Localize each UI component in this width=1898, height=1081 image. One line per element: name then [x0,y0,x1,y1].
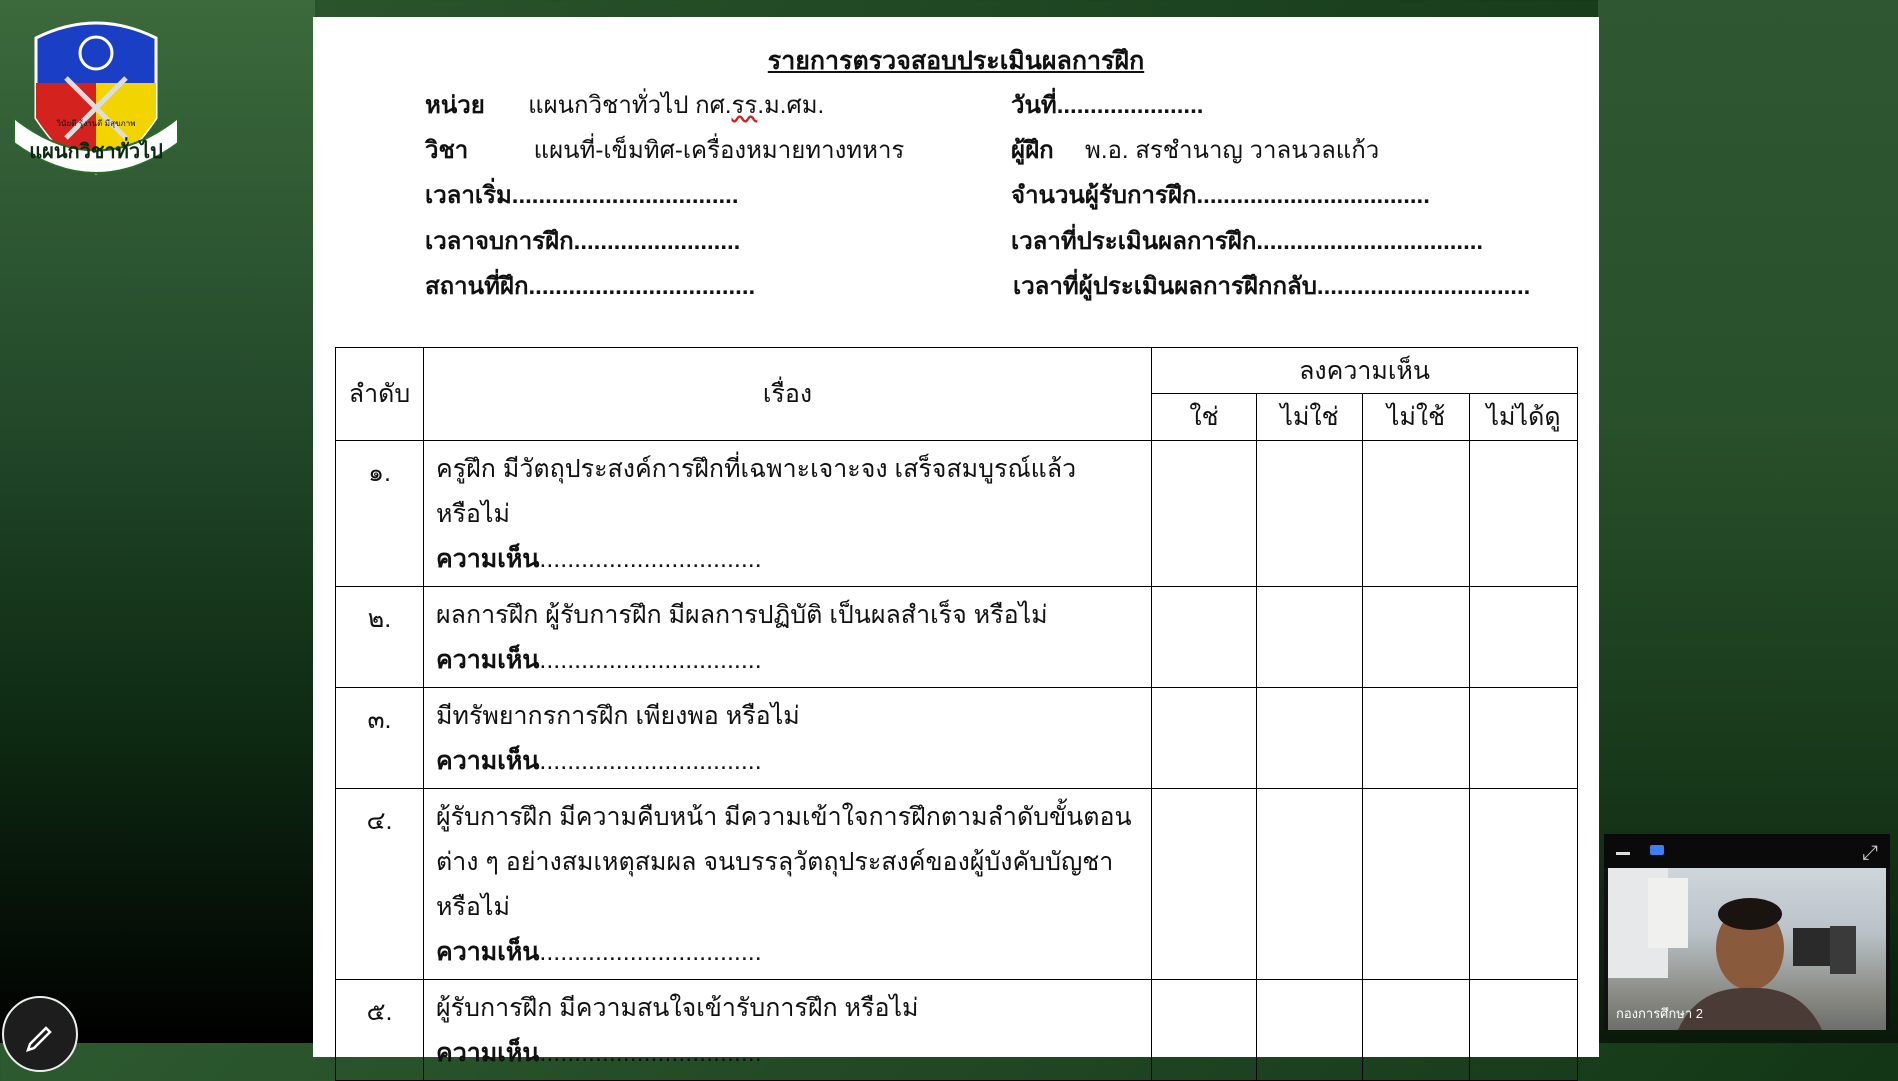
pencil-icon [4,998,76,1070]
opinion-label: ความเห็น [436,938,540,966]
video-tile-toolbar [1604,834,1890,868]
opinion-label: ความเห็น [436,646,540,674]
check-cell-not-used[interactable] [1363,587,1470,688]
table-row [336,688,1578,789]
check-cell-yes[interactable] [1152,441,1257,587]
logo-banner-text: แผนกวิชาทั่วไป [29,139,163,163]
subject-line [425,130,904,169]
trainer-line [1011,130,1379,169]
video-tile[interactable] [1604,834,1890,1030]
row-number: ๒. [336,587,424,688]
check-cell-not-observed[interactable] [1470,441,1578,587]
table-header-row [336,348,1578,394]
header-topic: เรื่อง [424,348,1152,441]
document-title: รายการตรวจสอบประเมินผลการฝึก [767,47,1145,75]
row-topic: ผลการฝึก ผู้รับการฝึก มีผลการปฏิบัติ เป็นผลสำเร็จ หรือไม่ ความเห็น................................ [424,587,1152,688]
check-cell-not-used[interactable] [1363,789,1470,980]
check-cell-no[interactable] [1257,789,1363,980]
subject-value: แผนที่-เข็มทิศ-เครื่องหมายทางทหาร [533,137,905,164]
participant-video [1608,868,1886,1030]
check-cell-no[interactable] [1257,688,1363,789]
check-cell-no[interactable] [1257,980,1363,1081]
evaluation-table [335,347,1578,1081]
date-field: วันที่...................... [1011,92,1204,119]
start-time-field: เวลาเริ่ม.................................. [425,182,739,209]
unit-value-pre: แผนกวิชาทั่วไป กศ. [528,92,732,119]
row-topic: ผู้รับการฝึก มีความคืบหน้า มีความเข้าใจการฝึกตามลำดับขั้นตอน ต่าง ๆ อย่างสมเหตุสมผล จนบรรลุวัตถุประสงค์ของผู้บังคับบัญชา หรือไม่ ความเห็น................................ [424,789,1152,980]
check-cell-yes[interactable] [1152,789,1257,980]
annotate-button[interactable] [2,996,78,1072]
header-no-option: ไม่ใช่ [1257,394,1363,441]
trainee-count-field: จำนวนผู้รับการฝึก................................... [1011,182,1430,209]
check-cell-not-used[interactable] [1363,441,1470,587]
header-opinion-group: ลงความเห็น [1152,348,1578,394]
table-row [336,789,1578,980]
row-topic: ผู้รับการฝึก มีความสนใจเข้ารับการฝึก หรือไม่ ความเห็น................................ [424,980,1152,1081]
header-not-observed: ไม่ได้ดู [1470,394,1578,441]
opinion-label: ความเห็น [436,747,540,775]
unit-value-wavy: รร [731,92,758,119]
end-time-field: เวลาจบการฝึก......................... [425,228,741,255]
unit-line [425,85,824,124]
check-cell-not-observed[interactable] [1470,789,1578,980]
row-number: ๕. [336,980,424,1081]
header-no: ลำดับ [336,348,424,441]
table-row [336,587,1578,688]
eval-time-field: เวลาที่ประเมินผลการฝึก.................................. [1011,228,1484,255]
check-cell-not-observed[interactable] [1470,980,1578,1081]
header-yes: ใช่ [1152,394,1257,441]
unit-logo [6,8,186,188]
trainer-value: พ.อ. สรชำนาญ วาลนวลแก้ว [1085,137,1380,164]
expand-icon[interactable]: ⤢ [1862,840,1878,864]
check-cell-no[interactable] [1257,441,1363,587]
check-cell-not-observed[interactable] [1470,587,1578,688]
participant-name: กองการศึกษา 2 [1616,1006,1704,1021]
subject-label: วิชา [425,137,469,164]
view-mode-icon[interactable] [1650,845,1664,855]
opinion-label: ความเห็น [436,545,540,573]
table-row [336,980,1578,1081]
header-not-used: ไม่ใช้ [1363,394,1470,441]
check-cell-yes[interactable] [1152,587,1257,688]
unit-label: หน่วย [425,92,485,119]
evaluator-return-field: เวลาที่ผู้ประเมินผลการฝึกกลับ................................ [1013,273,1531,300]
opinion-label: ความเห็น [436,1039,540,1067]
check-cell-not-used[interactable] [1363,688,1470,789]
table-row [336,441,1578,587]
location-field: สถานที่ฝึก.................................. [425,273,756,300]
check-cell-yes[interactable] [1152,688,1257,789]
evaluation-document [313,17,1599,1067]
unit-value-post: .ม.ศม. [757,92,825,119]
logo-shield-text: วินัยดี รู้งานดี มีสุขภาพ [56,119,136,128]
row-number: ๔. [336,789,424,980]
row-topic: ครูฝึก มีวัตถุประสงค์การฝึกที่เฉพาะเจาะจง เสร็จสมบูรณ์แล้ว หรือไม่ ความเห็น................................ [424,441,1152,587]
check-cell-yes[interactable] [1152,980,1257,1081]
check-cell-no[interactable] [1257,587,1363,688]
row-number: ๓. [336,688,424,789]
row-topic: มีทรัพยากรการฝึก เพียงพอ หรือไม่ ความเห็น................................ [424,688,1152,789]
row-number: ๑. [336,441,424,587]
check-cell-not-used[interactable] [1363,980,1470,1081]
trainer-label: ผู้ฝึก [1011,137,1054,164]
minimize-icon[interactable] [1616,852,1630,855]
check-cell-not-observed[interactable] [1470,688,1578,789]
